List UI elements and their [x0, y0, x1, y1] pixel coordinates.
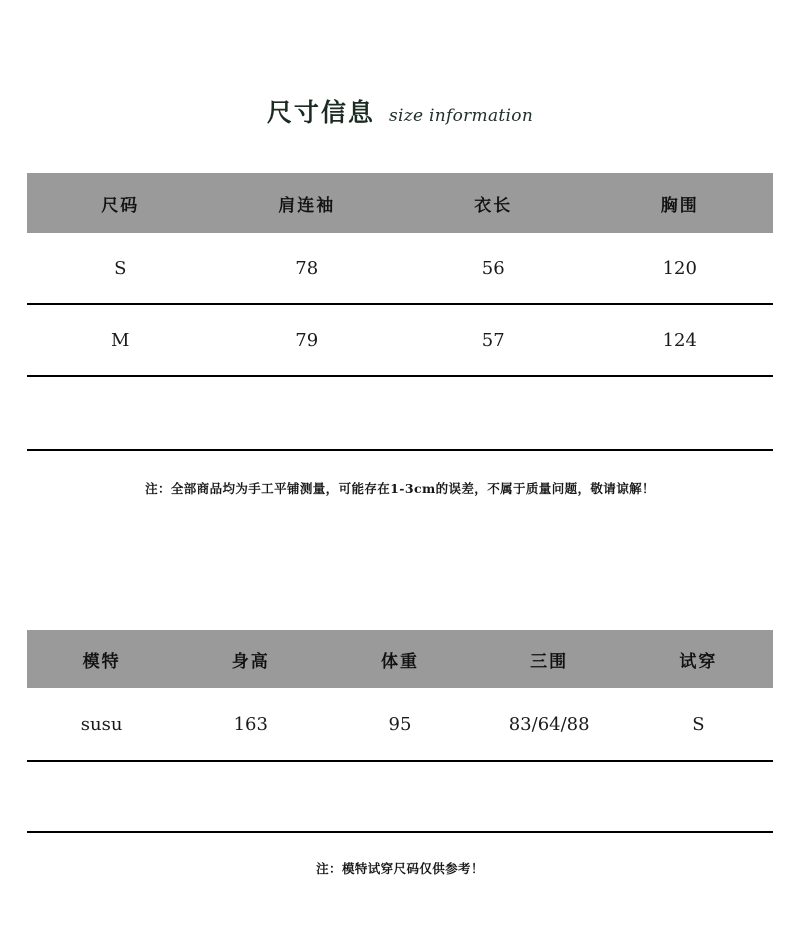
model-table-spacer-cell-2 — [325, 761, 474, 832]
table-row — [27, 233, 773, 304]
model-note: 注：模特试穿尺码仅供参考！ — [316, 861, 484, 876]
page-title-en: size information — [388, 106, 534, 126]
model-table-header-cell-1: 身高 — [176, 630, 325, 688]
model-table-header-cell-4: 试穿 — [624, 630, 773, 688]
size-cell-r0-c3: 120 — [587, 233, 774, 304]
size-table-spacer-row — [27, 376, 773, 450]
size-table-header-cell-1: 肩连袖 — [214, 173, 401, 233]
size-table-header-cell-2: 衣长 — [400, 173, 587, 233]
table-row — [27, 304, 773, 376]
size-table-header-cell-3: 胸围 — [587, 173, 774, 233]
model-table-spacer-cell-1 — [176, 761, 325, 832]
size-table-header-row — [27, 173, 773, 233]
size-table-spacer-cell-0 — [27, 376, 214, 450]
size-table — [27, 173, 773, 451]
model-cell-r0-c4: S — [624, 688, 773, 761]
model-cell-r0-c1: 163 — [176, 688, 325, 761]
size-cell-r0-c0: S — [27, 233, 214, 304]
size-cell-r0-c2: 56 — [400, 233, 587, 304]
model-table-spacer-row — [27, 761, 773, 832]
model-table-spacer-cell-3 — [475, 761, 624, 832]
size-table-spacer-cell-1 — [214, 376, 401, 450]
size-cell-r1-c2: 57 — [400, 304, 587, 376]
model-cell-r0-c0: susu — [27, 688, 176, 761]
model-table-spacer-cell-0 — [27, 761, 176, 832]
size-cell-r0-c1: 78 — [214, 233, 401, 304]
model-table-header-cell-3: 三围 — [475, 630, 624, 688]
page-title — [0, 93, 800, 129]
model-table-header-row — [27, 630, 773, 688]
model-table-header-cell-2: 体重 — [325, 630, 474, 688]
size-table-spacer-cell-3 — [587, 376, 774, 450]
size-cell-r1-c3: 124 — [587, 304, 774, 376]
model-table — [27, 630, 773, 833]
size-cell-r1-c0: M — [27, 304, 214, 376]
size-table-spacer-cell-2 — [400, 376, 587, 450]
page-title-cn: 尺寸信息 — [266, 98, 375, 127]
size-cell-r1-c1: 79 — [214, 304, 401, 376]
model-cell-r0-c2: 95 — [325, 688, 474, 761]
model-table-spacer-cell-4 — [624, 761, 773, 832]
model-cell-r0-c3: 83/64/88 — [475, 688, 624, 761]
model-table-header-cell-0: 模特 — [27, 630, 176, 688]
measurement-note: 注：全部商品均为手工平铺测量，可能存在1-3cm的误差，不属于质量问题，敬请谅解！ — [145, 481, 655, 496]
table-row — [27, 688, 773, 761]
size-table-header-cell-0: 尺码 — [27, 173, 214, 233]
